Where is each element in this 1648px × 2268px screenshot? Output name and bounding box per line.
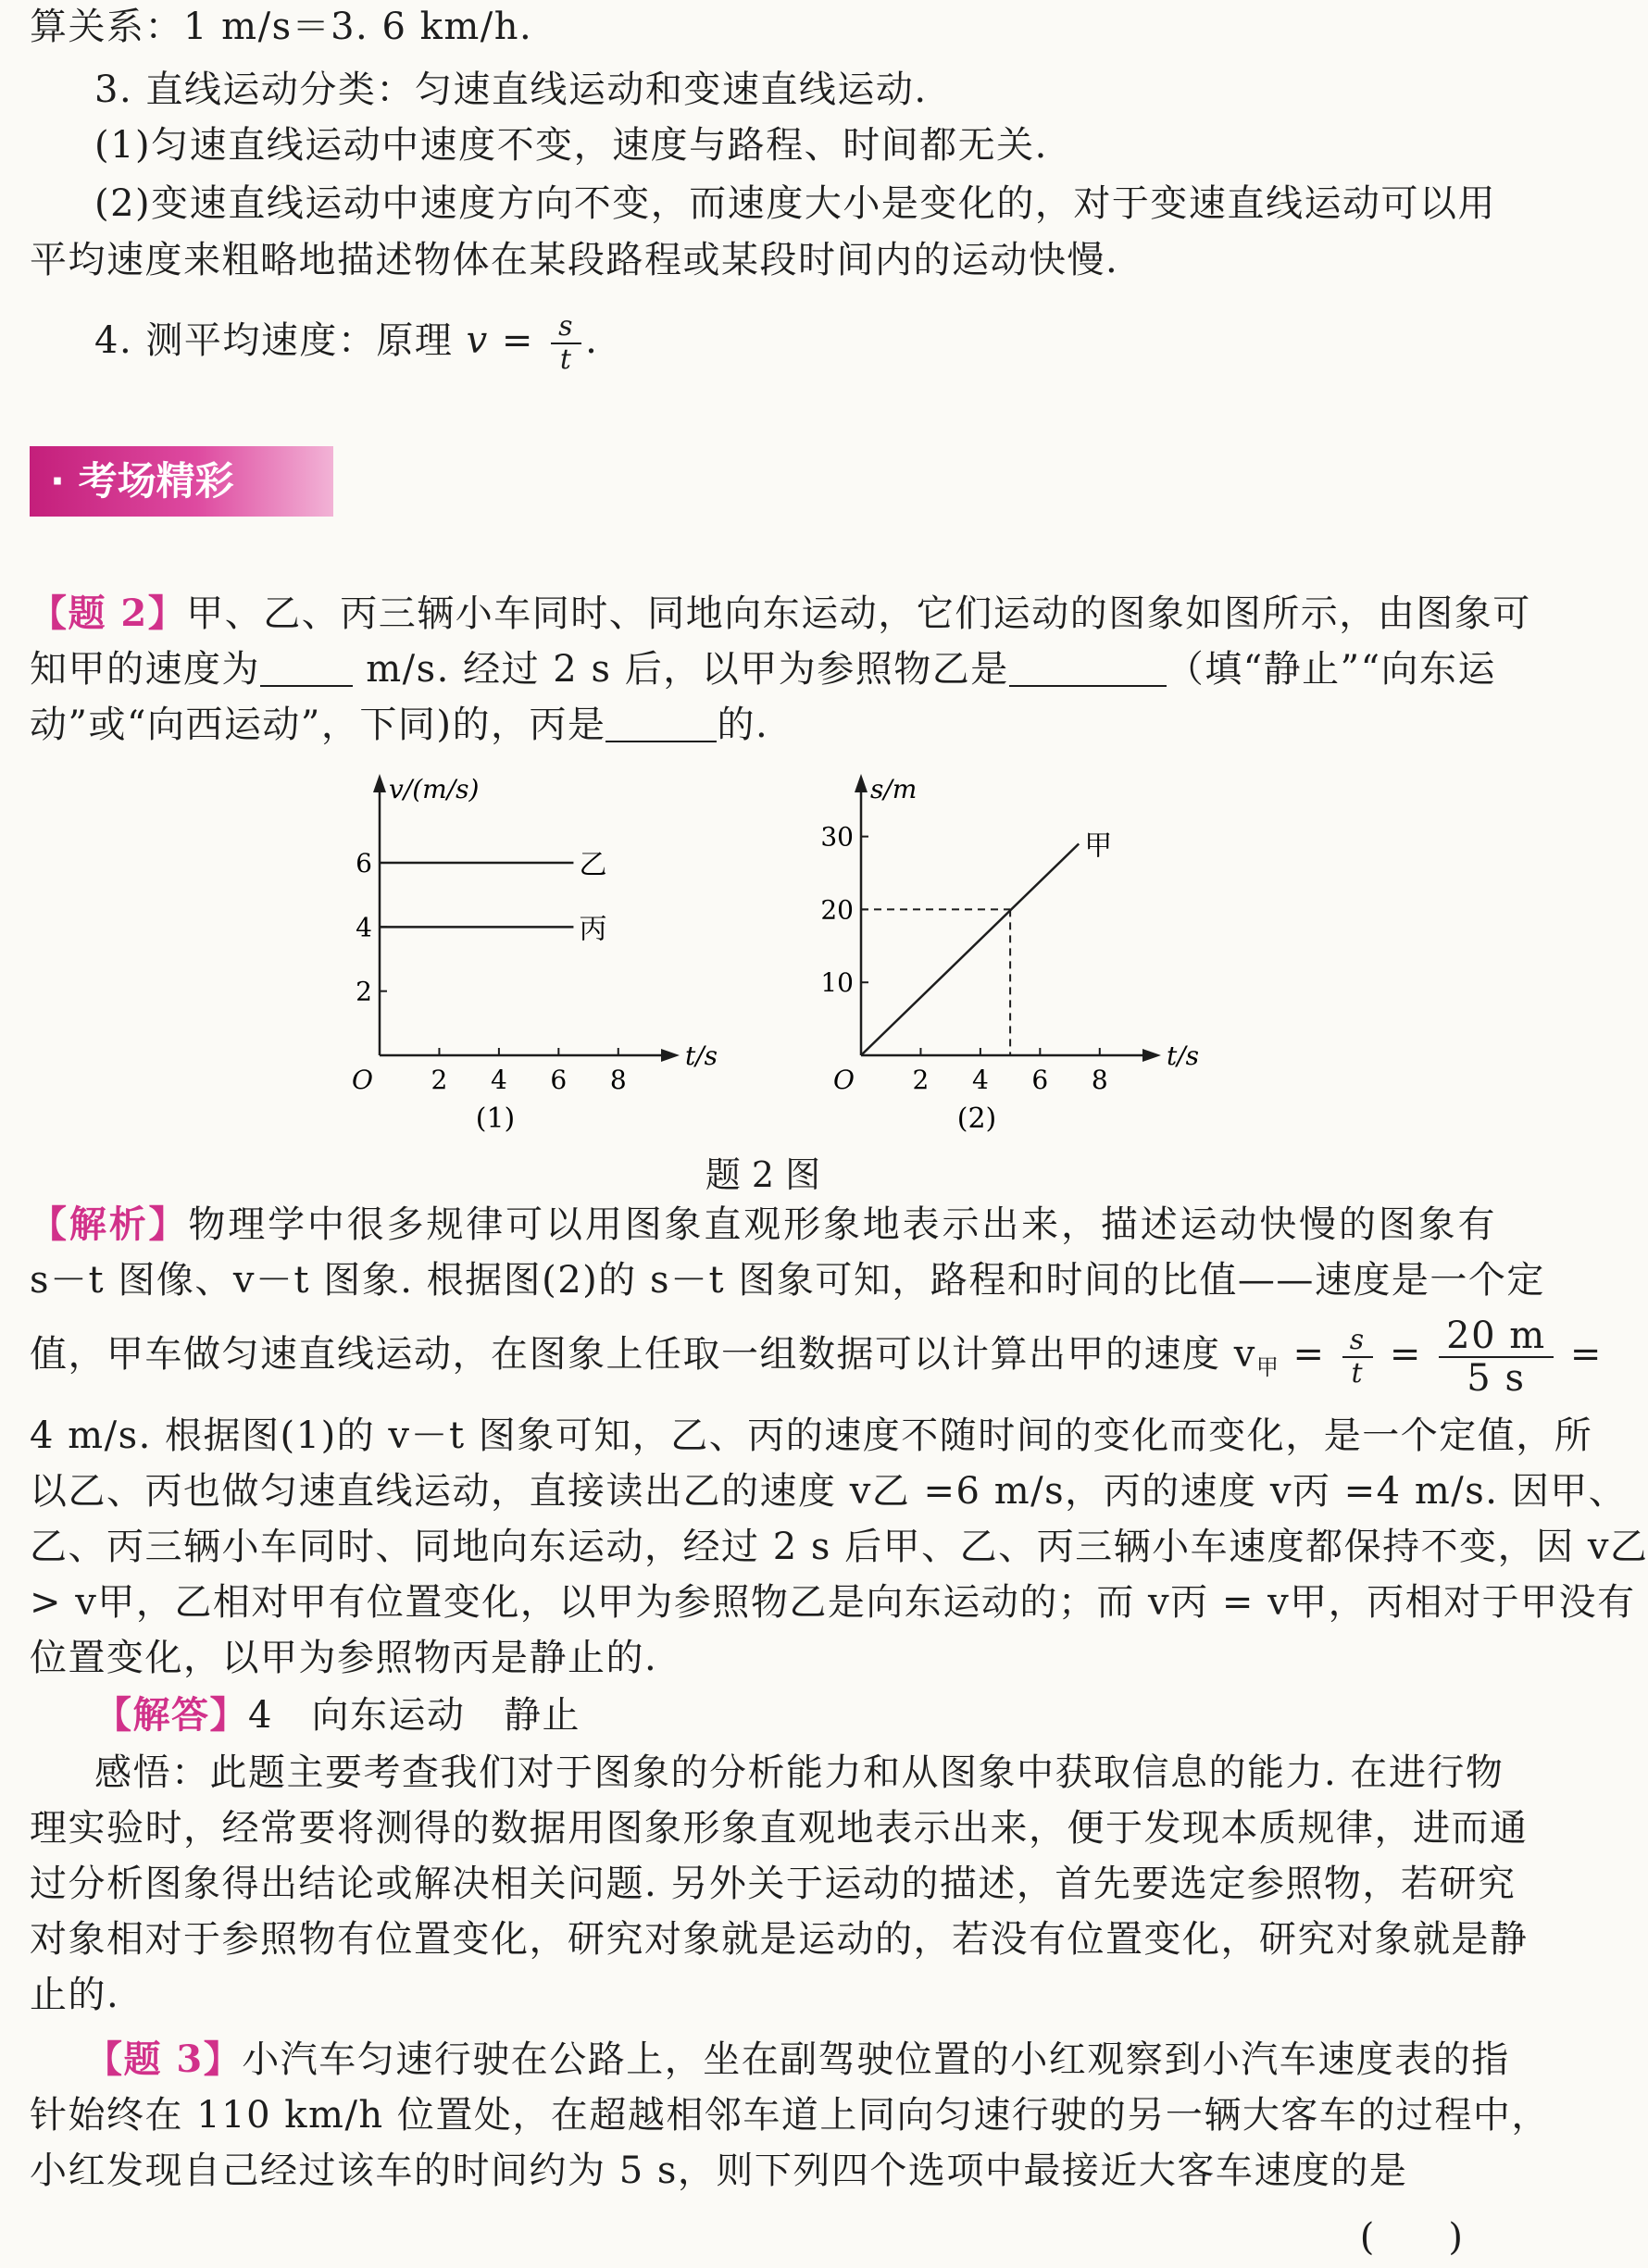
formula-prefix: 4. 测平均速度：原理	[94, 319, 467, 362]
y-axis-label: s/m	[870, 774, 918, 804]
analysis-eq-2: =	[1376, 1333, 1436, 1376]
q2-text-1: 甲、乙、丙三辆小车同时、同地向东运动，它们运动的图象如图所示，由图象可	[186, 592, 1531, 635]
figure-caption: 题 2 图	[705, 1154, 821, 1195]
insight-line-5: 止的.	[30, 1974, 120, 2016]
formula-end: .	[585, 319, 599, 362]
analysis-tag: 【解析】	[30, 1203, 189, 1246]
formula-var: v	[466, 319, 489, 362]
q2-text-2b: m/s. 经过 2 s 后，以甲为参照物乙是	[353, 648, 1009, 691]
formula-denominator: t	[559, 343, 573, 376]
chart-velocity-time	[315, 774, 718, 1135]
insight-line-4: 对象相对于参照物有位置变化，研究对象就是运动的，若没有位置变化，研究对象就是静	[30, 1918, 1529, 1961]
x-tick-label: 4	[490, 1065, 507, 1095]
intro-line-1: 算关系：1 m/s＝3. 6 km/h.	[30, 6, 533, 48]
insight-line-1: 感悟：此题主要考查我们对于图象的分析能力和从图象中获取信息的能力. 在进行物	[94, 1751, 1504, 1794]
x-tick-label: 4	[971, 1065, 989, 1095]
q3-text-1: 小汽车匀速行驶在公路上，坐在副驾驶位置的小红观察到小汽车速度表的指	[242, 2038, 1510, 2081]
analysis-fraction-1	[1342, 1325, 1373, 1389]
intro-line-4a: (2)变速直线运动中速度方向不变，而速度大小是变化的，对于变速直线运动可以用	[94, 182, 1496, 225]
analysis-sub-jia: 甲	[1255, 1354, 1280, 1380]
q2-blank-2[interactable]	[1009, 648, 1167, 687]
y-tick-label: 10	[820, 967, 854, 999]
x-tick-label: O	[833, 1065, 855, 1095]
y-tick-label: 4	[356, 912, 372, 943]
y-tick-label: 20	[820, 894, 854, 926]
insight-line-2: 理实验时，经常要将测得的数据用图象形象直观地表示出来，便于发现本质规律，进而通	[30, 1807, 1529, 1850]
analysis-line-3	[30, 1313, 1603, 1409]
fraction-2-num: 20 m	[1439, 1315, 1554, 1358]
y-axis-label: v/(m/s)	[389, 774, 480, 804]
y-tick-label: 2	[356, 976, 372, 1007]
q3-line-3: 小红发现自己经过该车的时间约为 5 s，则下列四个选项中最接近大客车速度的是	[30, 2150, 1408, 2192]
answer-parentheses[interactable]: ( )	[1359, 2216, 1481, 2259]
intro-line-3: (1)匀速直线运动中速度不变，速度与路程、时间都无关.	[94, 124, 1048, 167]
fraction-1-den: t	[1351, 1357, 1364, 1389]
x-tick-label: 8	[1091, 1065, 1108, 1095]
y-tick-label: 30	[820, 821, 854, 853]
q3-line-2: 针始终在 110 km/h 位置处，在超越相邻车道上同向匀速行驶的另一辆大客车的过程中，	[30, 2094, 1550, 2137]
analysis-text-1: 物理学中很多规律可以用图象直观形象地表示出来，描述运动快慢的图象有	[188, 1203, 1497, 1246]
analysis-eq-1: =	[1280, 1333, 1339, 1376]
y-tick-label: 6	[356, 848, 372, 879]
q3-line-1	[30, 2035, 1510, 2085]
q2-tag: 【题 2】	[30, 592, 187, 635]
y-axis-arrow	[373, 774, 386, 792]
x-axis-label: t/s	[685, 1041, 718, 1071]
q2-text-3a: 动”或“向西运动”，下同)的，丙是	[30, 704, 606, 746]
analysis-line-5: 以乙、丙也做匀速直线运动，直接读出乙的速度 v乙 =6 m/s，丙的速度 v丙 =4 m/s. 因甲、	[30, 1470, 1628, 1513]
analysis-text-3a: 值，甲车做匀速直线运动，在图象上任取一组数据可以计算出甲的速度 v	[30, 1333, 1256, 1376]
x-axis-arrow	[661, 1049, 680, 1062]
q2-text-2a: 知甲的速度为	[30, 648, 260, 691]
insight-line-3: 过分析图象得出结论或解决相关问题. 另外关于运动的描述，首先要选定参照物，若研究	[30, 1863, 1517, 1905]
series-label: 乙	[579, 849, 607, 881]
fraction-1-num: s	[1342, 1325, 1373, 1358]
chart-sublabel: (1)	[475, 1103, 516, 1135]
answer-tag: 【解答】	[94, 1693, 248, 1737]
chart-sublabel: (2)	[956, 1103, 997, 1135]
answer-line	[30, 1690, 1496, 1740]
q2-line-2	[30, 644, 1496, 694]
chart-distance-time	[796, 774, 1200, 1135]
intro-line-5	[30, 304, 1496, 378]
x-tick-label: 8	[609, 1065, 627, 1095]
analysis-line-6: 乙、丙三辆小车同时、同地向东运动，经过 2 s 后甲、乙、丙三辆小车速度都保持不变，因 v乙	[30, 1526, 1648, 1568]
analysis-line-4: 4 m/s. 根据图(1)的 v－t 图象可知，乙、丙的速度不随时间的变化而变化，是一个定值，所	[30, 1414, 1593, 1457]
q2-text-3b: 的.	[717, 704, 769, 746]
x-axis-arrow	[1142, 1049, 1161, 1062]
fraction-2-den: 5 s	[1467, 1357, 1526, 1400]
formula-fraction	[551, 311, 581, 376]
section-banner: · 考场精彩	[30, 446, 333, 517]
analysis-line-2: s－t 图像、v－t 图象. 根据图(2)的 s－t 图象可知，路程和时间的比值——速度是一个定	[30, 1259, 1545, 1302]
analysis-line-8: 位置变化，以甲为参照物丙是静止的.	[30, 1637, 658, 1679]
q2-line-3	[30, 700, 1496, 750]
intro-line-2: 3. 直线运动分类：匀速直线运动和变速直线运动.	[94, 69, 928, 111]
series-label: 甲	[1084, 829, 1113, 863]
x-tick-label: 2	[431, 1065, 448, 1095]
series-label: 丙	[579, 913, 607, 946]
formula-eq: =	[488, 319, 548, 362]
x-tick-label: 6	[1031, 1065, 1049, 1095]
formula-numerator: s	[551, 311, 581, 344]
x-tick-label: O	[352, 1065, 373, 1095]
x-tick-label: 6	[550, 1065, 568, 1095]
analysis-eq-3: =	[1556, 1333, 1603, 1376]
x-tick-label: 2	[912, 1065, 930, 1095]
series-line	[861, 844, 1079, 1055]
analysis-fraction-2	[1439, 1315, 1554, 1399]
analysis-line-7: > v甲，乙相对甲有位置变化，以甲为参照物乙是向东运动的；而 v丙 = v甲，丙相对于甲没有	[30, 1581, 1636, 1624]
y-axis-arrow	[855, 774, 868, 792]
analysis-line-1	[30, 1200, 1496, 1250]
q2-text-2c: （填“静止”“向东运	[1166, 648, 1497, 691]
q2-line-1	[30, 589, 1531, 639]
x-axis-label: t/s	[1167, 1041, 1200, 1071]
answer-text: 4 向东运动 静止	[248, 1694, 581, 1737]
q3-tag: 【题 3】	[85, 2037, 243, 2081]
intro-line-4b: 平均速度来粗略地描述物体在某段路程或某段时间内的运动快慢.	[30, 239, 1119, 281]
q2-blank-1[interactable]	[260, 648, 353, 687]
q2-blank-3[interactable]	[606, 704, 717, 742]
